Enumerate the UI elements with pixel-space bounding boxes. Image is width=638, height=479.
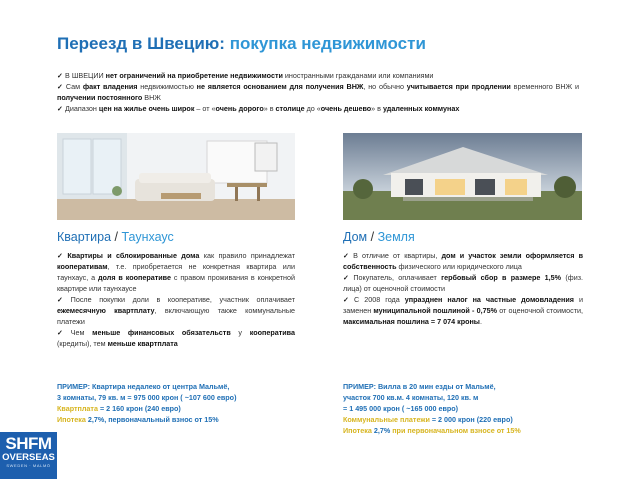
text-bold: факт владения: [82, 82, 138, 91]
text: С 2008 года: [354, 295, 405, 304]
text-bold: гербовый сбор в размере 1,5%: [441, 273, 562, 282]
text-bold: кооперативам: [57, 262, 108, 271]
heading-part: Дом: [343, 230, 368, 244]
title-part-2: покупка недвижимости: [229, 34, 426, 53]
text-bold: упразднен налог на частные домовладения: [404, 295, 574, 304]
text-bold: меньше квартплата: [107, 339, 178, 348]
example-value: 2,7%: [373, 426, 391, 435]
apartment-heading: [57, 230, 174, 244]
text: от оценочной стоимости,: [496, 306, 583, 315]
text: временного ВНЖ и: [510, 82, 579, 91]
heading-separator: /: [367, 230, 378, 244]
example-line: [57, 414, 302, 425]
check-icon: ✓: [57, 328, 69, 337]
text: до «: [304, 104, 321, 113]
example-value: = 2 160 крон (240 евро): [97, 404, 181, 413]
text-bold: максимальная пошлина = 7 074 кроны: [343, 317, 480, 326]
text: физического или юридического лица: [396, 262, 522, 271]
text: (кредиты), тем: [57, 339, 108, 348]
heading-part: Квартира: [57, 230, 112, 244]
text-bold: не является основанием для получения ВНЖ: [196, 82, 364, 91]
house-point-3: [343, 294, 583, 327]
company-logo: [0, 432, 57, 479]
example-line: [343, 414, 588, 425]
text: В отличие от квартиры,: [353, 251, 442, 260]
heading-part: Земля: [377, 230, 415, 244]
house-point-2: [343, 272, 583, 294]
text-bold: муниципальной пошлиной - 0,75%: [373, 306, 497, 315]
text-bold: очень дешево: [320, 104, 372, 113]
example-label: Коммунальные платежи: [343, 415, 430, 424]
check-icon: ✓: [57, 71, 64, 80]
page-title: [57, 34, 426, 54]
text: иностранными гражданами или компаниями: [282, 71, 434, 80]
logo-text: SHFM: [5, 434, 52, 453]
text: » в: [371, 104, 383, 113]
example-value: = 2 000 крон (220 евро): [429, 415, 513, 424]
text-bold: удаленных коммунах: [382, 104, 460, 113]
text-bold: меньше финансовых обязательств: [92, 328, 231, 337]
text: Покупатель, оплачивает: [353, 273, 442, 282]
example-line: ПРИМЕР: Вилла в 20 мин езды от Мальмё,: [343, 382, 496, 391]
text: и заменен: [343, 295, 584, 315]
intro-line-2: [57, 81, 579, 103]
text-bold: Квартиры и сблокированные дома: [67, 251, 200, 260]
example-value: 2,7%, первоначальный взнос от 15%: [87, 415, 219, 424]
logo-text: SWEDEN · MALMÖ: [6, 463, 51, 468]
house-details: [343, 250, 583, 327]
text: В ШВЕЦИИ: [65, 71, 106, 80]
text-bold: учитывается при продлении: [406, 82, 511, 91]
example-line: участок 700 кв.м. 4 комнаты, 120 кв. м: [343, 393, 479, 402]
heading-part: Таунхаус: [121, 230, 174, 244]
text: , т.е. приобретается не конкретная квартира или таунхаус, а: [57, 262, 295, 282]
apartment-point-1: [57, 250, 295, 294]
text: .: [479, 317, 482, 326]
house-heading: [343, 230, 415, 244]
text: недвижимостью: [137, 82, 197, 91]
text: как правило принадлежат: [199, 251, 296, 260]
intro-block: [57, 70, 579, 114]
example-label: Квартплата: [57, 404, 98, 413]
apartment-example: [57, 381, 302, 425]
text: Чем: [70, 328, 93, 337]
text: с правом проживания в конкретной квартире или таунхаусе: [57, 273, 296, 293]
check-icon: ✓: [57, 82, 64, 91]
check-icon: ✓: [343, 273, 352, 282]
apartment-photo: [57, 133, 295, 220]
text-bold: столице: [275, 104, 305, 113]
apartment-details: [57, 250, 295, 349]
text-bold: кооператива: [249, 328, 295, 337]
text-bold: ежемесячную квартплату: [57, 306, 155, 315]
apartment-illustration: [57, 133, 295, 220]
intro-line-3: [57, 103, 579, 114]
house-photo: [343, 133, 582, 220]
text-bold: очень дорого: [215, 104, 264, 113]
text-bold: дом и участок земли оформляется в собственность: [343, 251, 583, 271]
text-bold: получении постоянного: [57, 93, 143, 102]
text: , включающую также коммунальные платежи: [57, 306, 295, 326]
example-line: ПРИМЕР: Квартира недалеко от центра Мальмё,: [57, 382, 230, 391]
text: ВНЖ: [142, 93, 161, 102]
check-icon: ✓: [57, 104, 64, 113]
title-part-1: Переезд в Швецию:: [57, 34, 230, 53]
text: (физ. лица) от оценочной стоимости: [343, 273, 583, 293]
check-icon: ✓: [343, 295, 353, 304]
text: – от «: [194, 104, 216, 113]
example-line: 3 комнаты, 79 кв. м = 975 000 крон ( ~107 600 евро): [57, 393, 237, 402]
apartment-point-3: [57, 327, 295, 349]
text: Сам: [65, 82, 83, 91]
intro-line-1: [57, 70, 579, 81]
text-bold: цен на жилье очень широк: [98, 104, 195, 113]
house-illustration: [343, 133, 582, 220]
text: После покупки доли в кооперативе, участник оплачивает: [70, 295, 295, 304]
logo-text: OVERSEAS: [2, 452, 55, 463]
heading-separator: /: [111, 230, 122, 244]
example-label: Ипотека: [343, 426, 374, 435]
example-line: = 1 495 000 крон ( ~165 000 евро): [343, 404, 459, 413]
text: Диапазон: [65, 104, 99, 113]
example-label: Ипотека: [57, 415, 88, 424]
apartment-point-2: [57, 294, 295, 327]
text: » в: [263, 104, 276, 113]
house-point-1: [343, 250, 583, 272]
check-icon: ✓: [57, 295, 69, 304]
house-example: [343, 381, 588, 436]
example-line: [57, 403, 302, 414]
text: у: [230, 328, 250, 337]
text: , но обычно: [363, 82, 407, 91]
text-bold: доля в кооперативе: [98, 273, 171, 282]
text-bold: нет ограничений на приобретение недвижимости: [105, 71, 283, 80]
example-line: [343, 425, 588, 436]
check-icon: ✓: [343, 251, 352, 260]
example-label: при первоначальном взносе от 15%: [390, 426, 521, 435]
check-icon: ✓: [57, 251, 66, 260]
